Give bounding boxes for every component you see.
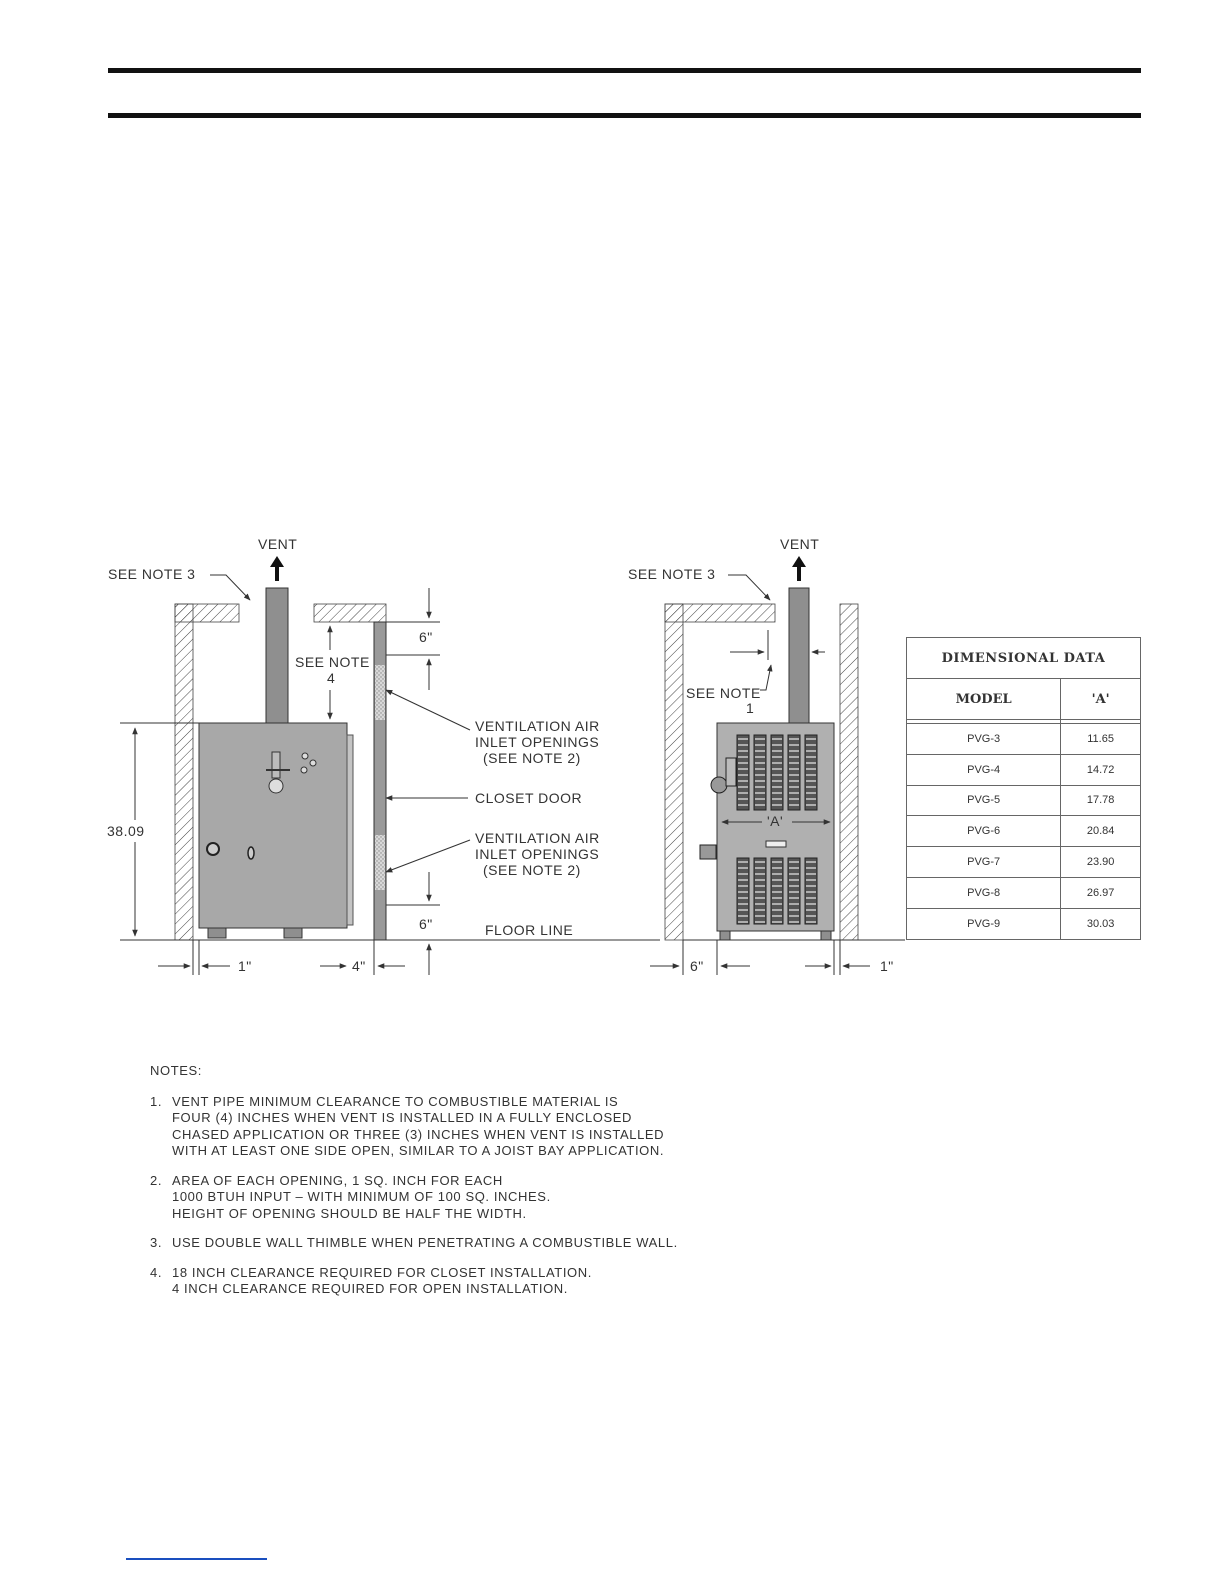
- width-a-label: 'A': [767, 813, 784, 829]
- left-ceiling: [175, 604, 239, 622]
- right-ceiling: [314, 604, 386, 622]
- a-value-cell: 17.78: [1061, 785, 1141, 816]
- column-a: 'A': [1061, 679, 1141, 720]
- note-item: [150, 1094, 770, 1160]
- side-clearance-6: 6": [690, 958, 704, 974]
- boiler-side: [347, 735, 353, 925]
- left-closet-view: [107, 536, 660, 975]
- lower-vent-opening: [375, 835, 385, 890]
- lower-louvers: [737, 858, 817, 924]
- vent-openings-lower-2: INLET OPENINGS: [475, 846, 600, 862]
- note-number: 1.: [150, 1093, 163, 1109]
- right-view-left-wall: [665, 604, 683, 940]
- table-row: [907, 785, 1141, 816]
- boiler-foot-left: [208, 928, 226, 938]
- upper-louvers: [737, 735, 817, 810]
- top-rule: [108, 68, 1141, 73]
- side-clearance-1-left: 1": [238, 958, 252, 974]
- right-vent-arrow-icon: [792, 556, 806, 581]
- a-value-cell: 20.84: [1061, 816, 1141, 847]
- model-cell: PVG-6: [907, 816, 1061, 847]
- vent-openings-lower-1: VENTILATION AIR: [475, 830, 600, 846]
- note-text: VENT PIPE MINIMUM CLEARANCE TO COMBUSTIBLE MATERIAL IS FOUR (4) INCHES WHEN VENT IS INSTALLED IN A FULLY ENCLOSED CHASED APPLICATION OR THREE (3) INCHES WHEN VENT IS INSTALLED WITH AT LEAST ONE SIDE OPEN, SIMILAR TO A JOIST BAY APPLICATION.: [172, 1093, 665, 1158]
- vent-arrow-icon: [270, 556, 284, 581]
- right-view-right-wall: [840, 604, 858, 940]
- table-row: [907, 908, 1141, 939]
- sight-glass-icon: [248, 847, 254, 859]
- vent-openings-upper-1: VENTILATION AIR: [475, 718, 600, 734]
- left-wall: [175, 604, 193, 940]
- column-model: MODEL: [907, 679, 1061, 720]
- a-value-cell: 30.03: [1061, 908, 1141, 939]
- see-note-1-line2: 1: [746, 700, 755, 716]
- a-value-cell: 14.72: [1061, 754, 1141, 785]
- a-value-cell: 23.90: [1061, 847, 1141, 878]
- second-rule: [108, 113, 1141, 118]
- drain-icon: [207, 843, 219, 855]
- notes-section: [150, 1063, 770, 1311]
- model-cell: PVG-8: [907, 877, 1061, 908]
- closet-door-label: CLOSET DOOR: [475, 790, 583, 806]
- see-note-4-line1: SEE NOTE: [295, 654, 370, 670]
- see-note-4-line2: 4: [327, 670, 336, 686]
- vent-pipe: [266, 588, 288, 723]
- dimensional-data-table: [906, 637, 1141, 940]
- note-text: 18 INCH CLEARANCE REQUIRED FOR CLOSET INSTALLATION. 4 INCH CLEARANCE REQUIRED FOR OPEN INSTALLATION.: [172, 1264, 592, 1296]
- note-text: AREA OF EACH OPENING, 1 SQ. INCH FOR EACH 1000 BTUH INPUT – WITH MINIMUM OF 100 SQ. INCHES. HEIGHT OF OPENING SHOULD BE HALF THE WIDTH.: [172, 1172, 551, 1221]
- note-item: [150, 1235, 770, 1252]
- door-clearance-4: 4": [352, 958, 366, 974]
- a-value-cell: 26.97: [1061, 877, 1141, 908]
- table-title: DIMENSIONAL DATA: [907, 638, 1141, 679]
- vent-label-right: VENT: [780, 536, 820, 552]
- bottom-clearance-6: 6": [419, 916, 433, 932]
- a-value-cell: 11.65: [1061, 724, 1141, 755]
- table-row: [907, 847, 1141, 878]
- upper-vent-opening: [375, 665, 385, 720]
- right-view-ceiling: [665, 604, 775, 622]
- note-number: 4.: [150, 1264, 163, 1280]
- see-note-1-line1: SEE NOTE: [686, 685, 761, 701]
- see-note-3-right: SEE NOTE 3: [628, 566, 716, 582]
- vent-openings-lower-3: (SEE NOTE 2): [483, 862, 581, 878]
- right-closet-view: [628, 536, 905, 975]
- vent-openings-upper-2: INLET OPENINGS: [475, 734, 600, 750]
- note-number: 3.: [150, 1235, 163, 1250]
- floor-line-label: FLOOR LINE: [485, 922, 574, 938]
- table-row: [907, 877, 1141, 908]
- note-item: [150, 1265, 770, 1298]
- notes-heading: NOTES:: [150, 1063, 202, 1078]
- boiler-foot-right: [284, 928, 302, 938]
- model-cell: PVG-5: [907, 785, 1061, 816]
- top-clearance-6: 6": [419, 629, 433, 645]
- model-cell: PVG-3: [907, 724, 1061, 755]
- model-cell: PVG-7: [907, 847, 1061, 878]
- footer-link-underline: [126, 1558, 267, 1560]
- vent-openings-upper-3: (SEE NOTE 2): [483, 750, 581, 766]
- side-clearance-1-right: 1": [880, 958, 894, 974]
- note-text: USE DOUBLE WALL THIMBLE WHEN PENETRATING A COMBUSTIBLE WALL.: [172, 1235, 678, 1250]
- table-row: [907, 724, 1141, 755]
- vent-label-left: VENT: [258, 536, 298, 552]
- table-row: [907, 754, 1141, 785]
- note-number: 2.: [150, 1172, 163, 1188]
- see-note-3-left: SEE NOTE 3: [108, 566, 196, 582]
- model-cell: PVG-9: [907, 908, 1061, 939]
- right-vent-pipe: [789, 588, 809, 723]
- note-item: [150, 1173, 770, 1223]
- height-dimension: 38.09: [107, 823, 145, 839]
- table-row: [907, 816, 1141, 847]
- model-cell: PVG-4: [907, 754, 1061, 785]
